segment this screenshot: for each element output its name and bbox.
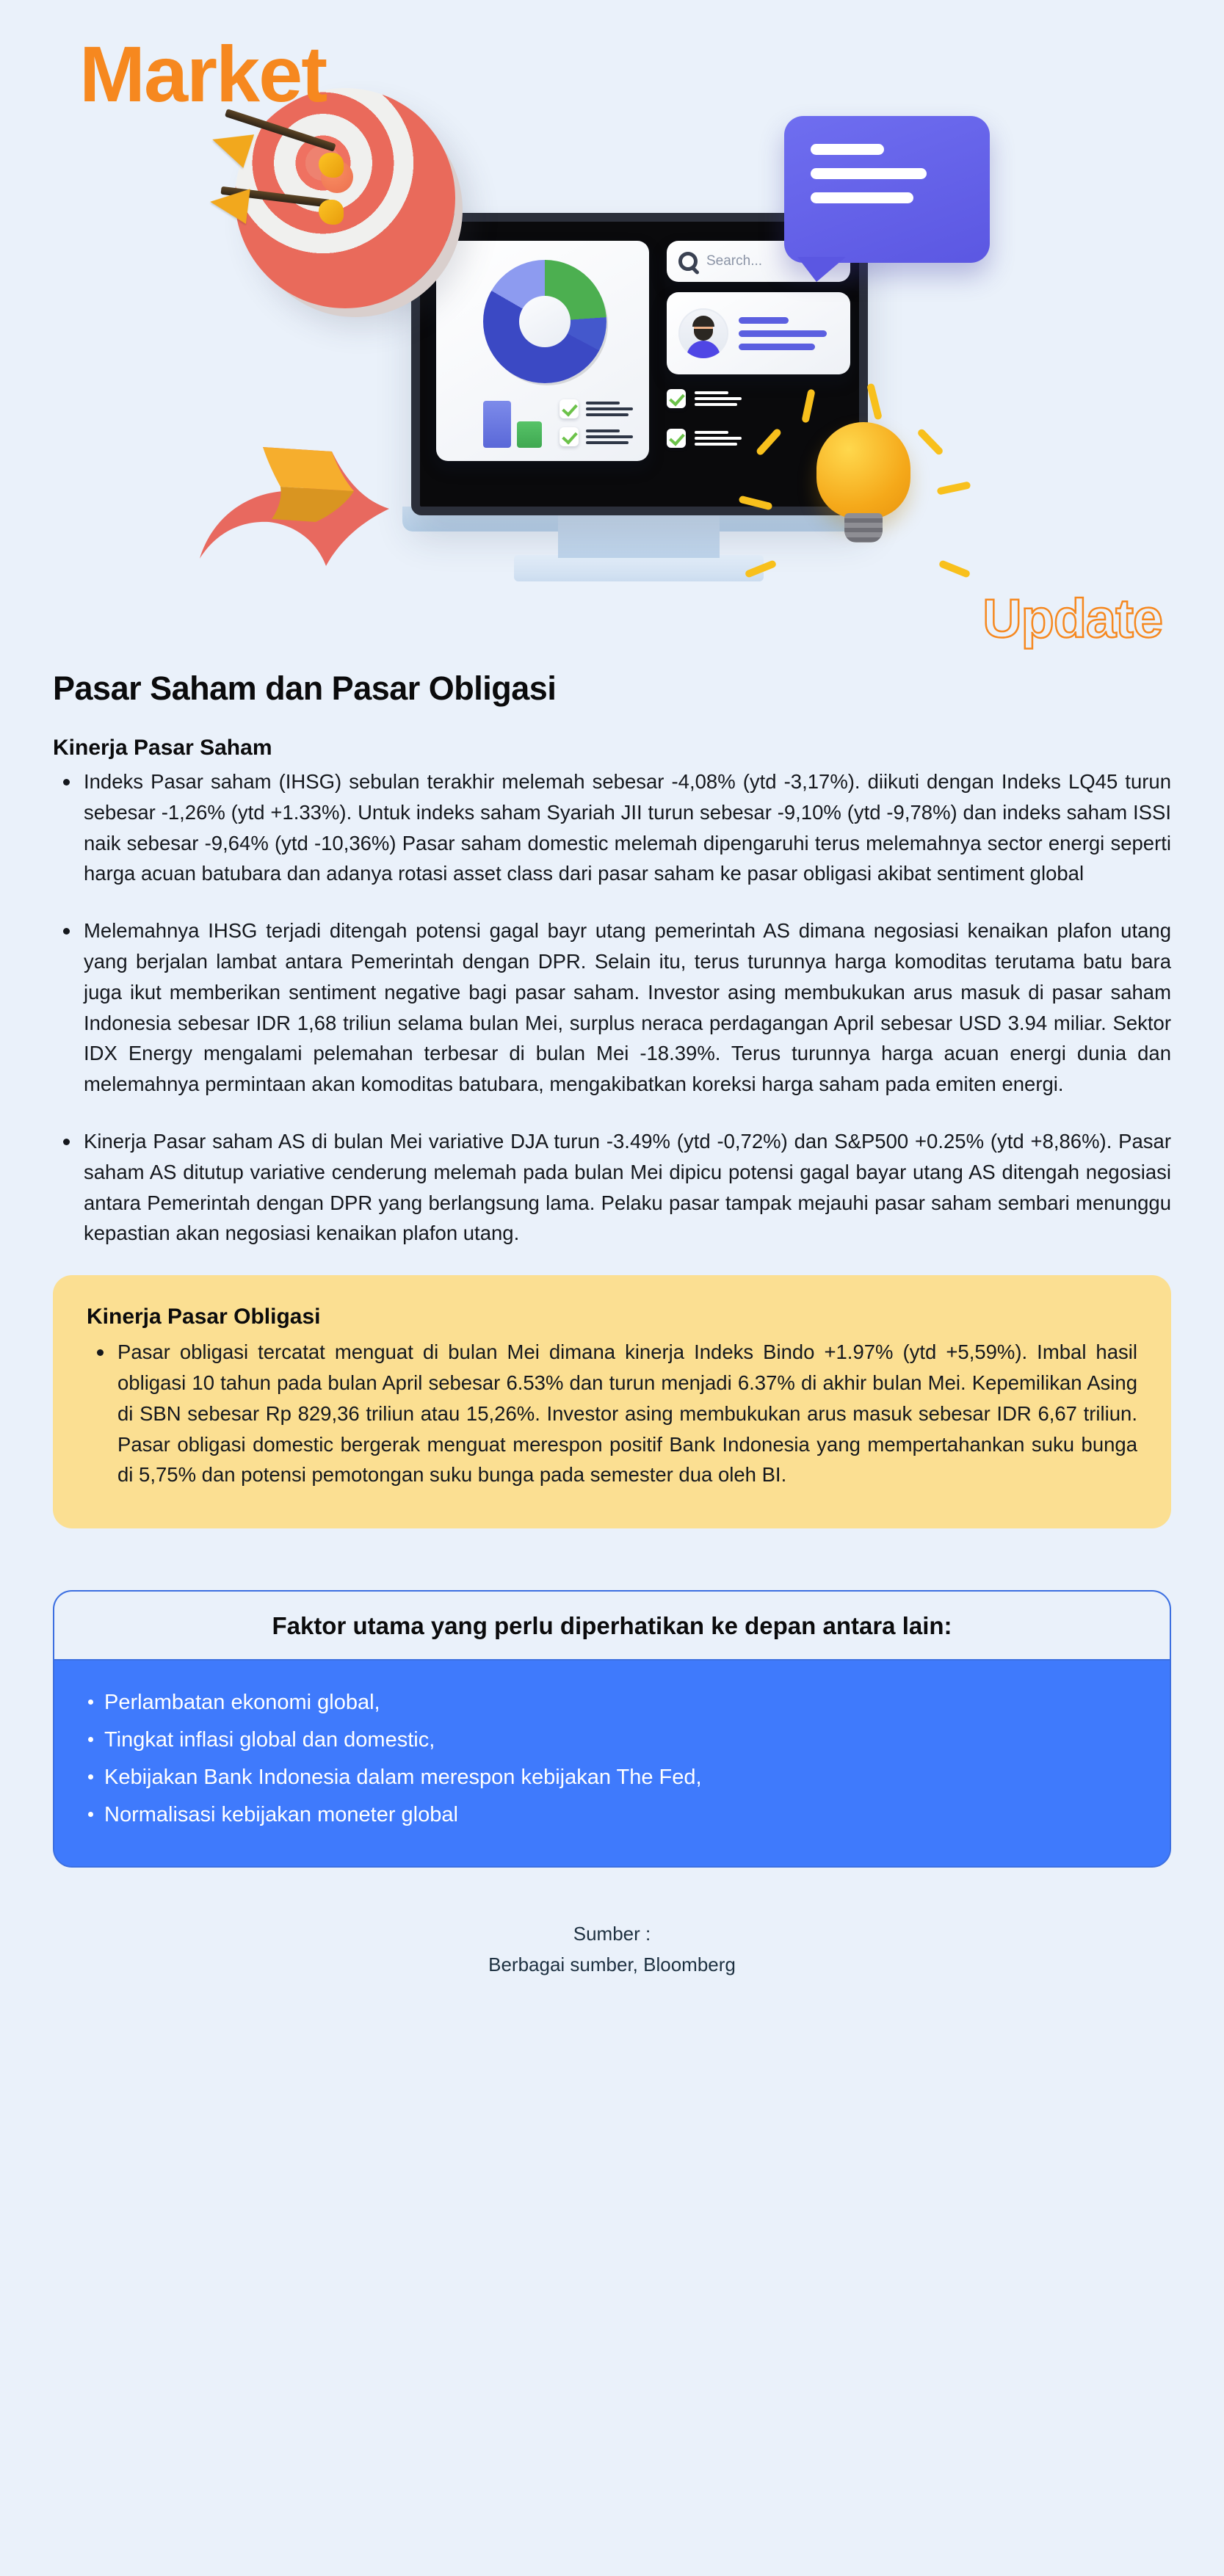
factors-panel-body (54, 1661, 1170, 1866)
checklist-lines (695, 431, 742, 446)
light-ray-icon (866, 383, 883, 421)
profile-card (667, 292, 850, 374)
checklist-item (560, 399, 633, 418)
bar-chart-icon (483, 401, 511, 448)
search-placeholder: Search... (706, 253, 763, 269)
profile-text-lines (739, 317, 827, 350)
search-icon (678, 252, 698, 271)
checklist-item (560, 427, 633, 446)
page-title: Pasar Saham dan Pasar Obligasi (53, 670, 557, 707)
stock-bullet-list (53, 766, 1171, 1249)
checkmark-icon (560, 399, 579, 418)
factors-list (85, 1686, 1139, 1832)
checkmark-icon (667, 389, 686, 408)
factors-panel (53, 1590, 1171, 1868)
light-ray-icon (916, 428, 944, 457)
source-label: Sumber : (573, 1923, 651, 1945)
list-item: Kebijakan Bank Indonesia dalam merespon kebijakan The Fed, (85, 1760, 1139, 1795)
list-item: Perlambatan ekonomi global, (85, 1686, 1139, 1720)
checklist-item (667, 429, 742, 448)
checklist-lines (586, 429, 633, 444)
lightbulb-icon (816, 422, 910, 540)
monitor-neck (558, 514, 720, 558)
list-item: Tingkat inflasi global dan domestic, (85, 1723, 1139, 1757)
list-item: Normalisasi kebijakan moneter global (85, 1798, 1139, 1832)
arrow-icon (192, 422, 427, 569)
arrow-tip-icon (319, 200, 344, 225)
checkmark-icon (560, 427, 579, 446)
factors-panel-heading: Faktor utama yang perlu diperhatikan ke depan antara lain: (54, 1592, 1170, 1661)
light-ray-icon (936, 481, 971, 495)
document-content (0, 670, 1224, 2024)
avatar (678, 308, 728, 358)
list-item: Indeks Pasar saham (IHSG) sebulan terakhir melemah sebesar -4,08% (ytd -3,17%). diikuti dengan Indeks LQ45 turun sebesar -1,26% (ytd +1.33%). Untuk indeks saham Syariah JII turun sebesar -9,10% (ytd -9,78%) dan indeks saham ISSI naik sebesar -9,64% (ytd -10,36%) Pasar saham domestic melemah dipengaruhi terus melemahnya sector energi seperti harga acuan batubara dan adanya rotasi asset class dari pasar saham ke pasar obligasi akibat sentiment global (53, 766, 1171, 889)
hero-subtitle: Update (982, 588, 1162, 649)
list-item: Melemahnya IHSG terjadi ditengah potensi gagal bayr utang pemerintah AS dimana negosiasi kenaikan plafon utang yang berjalan lambat antara Pemerintah dengan DPR. Selain itu, terus turunnya harga komoditas terutama batu bara juga ikut memberikan sentiment negative bagi pasar saham. Investor asing membukukan arus masuk di pasar saham Indonesia sebesar IDR 1,68 triliun selama bulan Mei, surplus neraca perdagangan April sebesar USD 3.94 miliar. Sektor IDX Energy mengalami pelemahan terbesar di bulan Mei -18.39%. Terus turunnya harga acuan energi dunia dan melemahnya permintaan akan komoditas batubara, mengakibatkan koreksi harga saham pada emiten energi. (53, 915, 1171, 1100)
bond-market-section (53, 1275, 1171, 1528)
arrow-tip-icon (319, 153, 344, 178)
list-item: Kinerja Pasar saham AS di bulan Mei variative DJA turun -3.49% (ytd -0,72%) dan S&P500 +0.25% (ytd +8,86%). Pasar saham AS ditutup variative cenderung melemah pada bulan Mei dipicu potensi gagal bayar utang AS ditengah negosiasi antara Pemerintah dengan DPR yang berlangsung lama. Pelaku pasar tampak mejauhi pasar saham sembari menunggu kepastian akan negosiasi kenaikan plafon utang. (53, 1126, 1171, 1249)
bar-chart-bar-secondary (517, 421, 542, 448)
light-ray-icon (938, 559, 971, 578)
donut-chart-icon (483, 260, 606, 383)
list-item: Pasar obligasi tercatat menguat di bulan Mei dimana kinerja Indeks Bindo +1.97% (ytd +5,59%). Imbal hasil obligasi 10 tahun pada bulan April sebesar 6.53% dan turun menjadi 6.37% di akhir bulan Mei. Kepemilikan Asing di SBN sebesar Rp 829,36 triliun atau 15,26%. Investor asing membukukan arus masuk sebesar IDR 6,67 triliun. Pasar obligasi domestic bergerak menguat merespon positif Bank Indonesia yang mempertahankan suku bunga di 5,75% dan potensi pemotongan suku bunga pada semester dua oleh BI. (87, 1337, 1137, 1490)
checkmark-icon (667, 429, 686, 448)
source-value: Berbagai sumber, Bloomberg (488, 1953, 736, 1975)
checklist-lines (695, 391, 742, 406)
source-footer (53, 1919, 1171, 2024)
checklist-item (667, 389, 742, 408)
checklist-lines (586, 402, 633, 416)
bond-bullet-list (87, 1337, 1137, 1490)
stock-section-heading: Kinerja Pasar Saham (53, 736, 272, 760)
dashboard-charts-card (436, 241, 649, 461)
stock-market-section (53, 736, 1171, 1249)
chat-bubble-icon (784, 116, 990, 263)
hero-illustration (0, 0, 1224, 661)
hero-title: Market (79, 29, 327, 118)
monitor-base (514, 555, 764, 581)
bond-section-heading: Kinerja Pasar Obligasi (87, 1305, 321, 1329)
arrow-fletching-icon (208, 184, 250, 224)
